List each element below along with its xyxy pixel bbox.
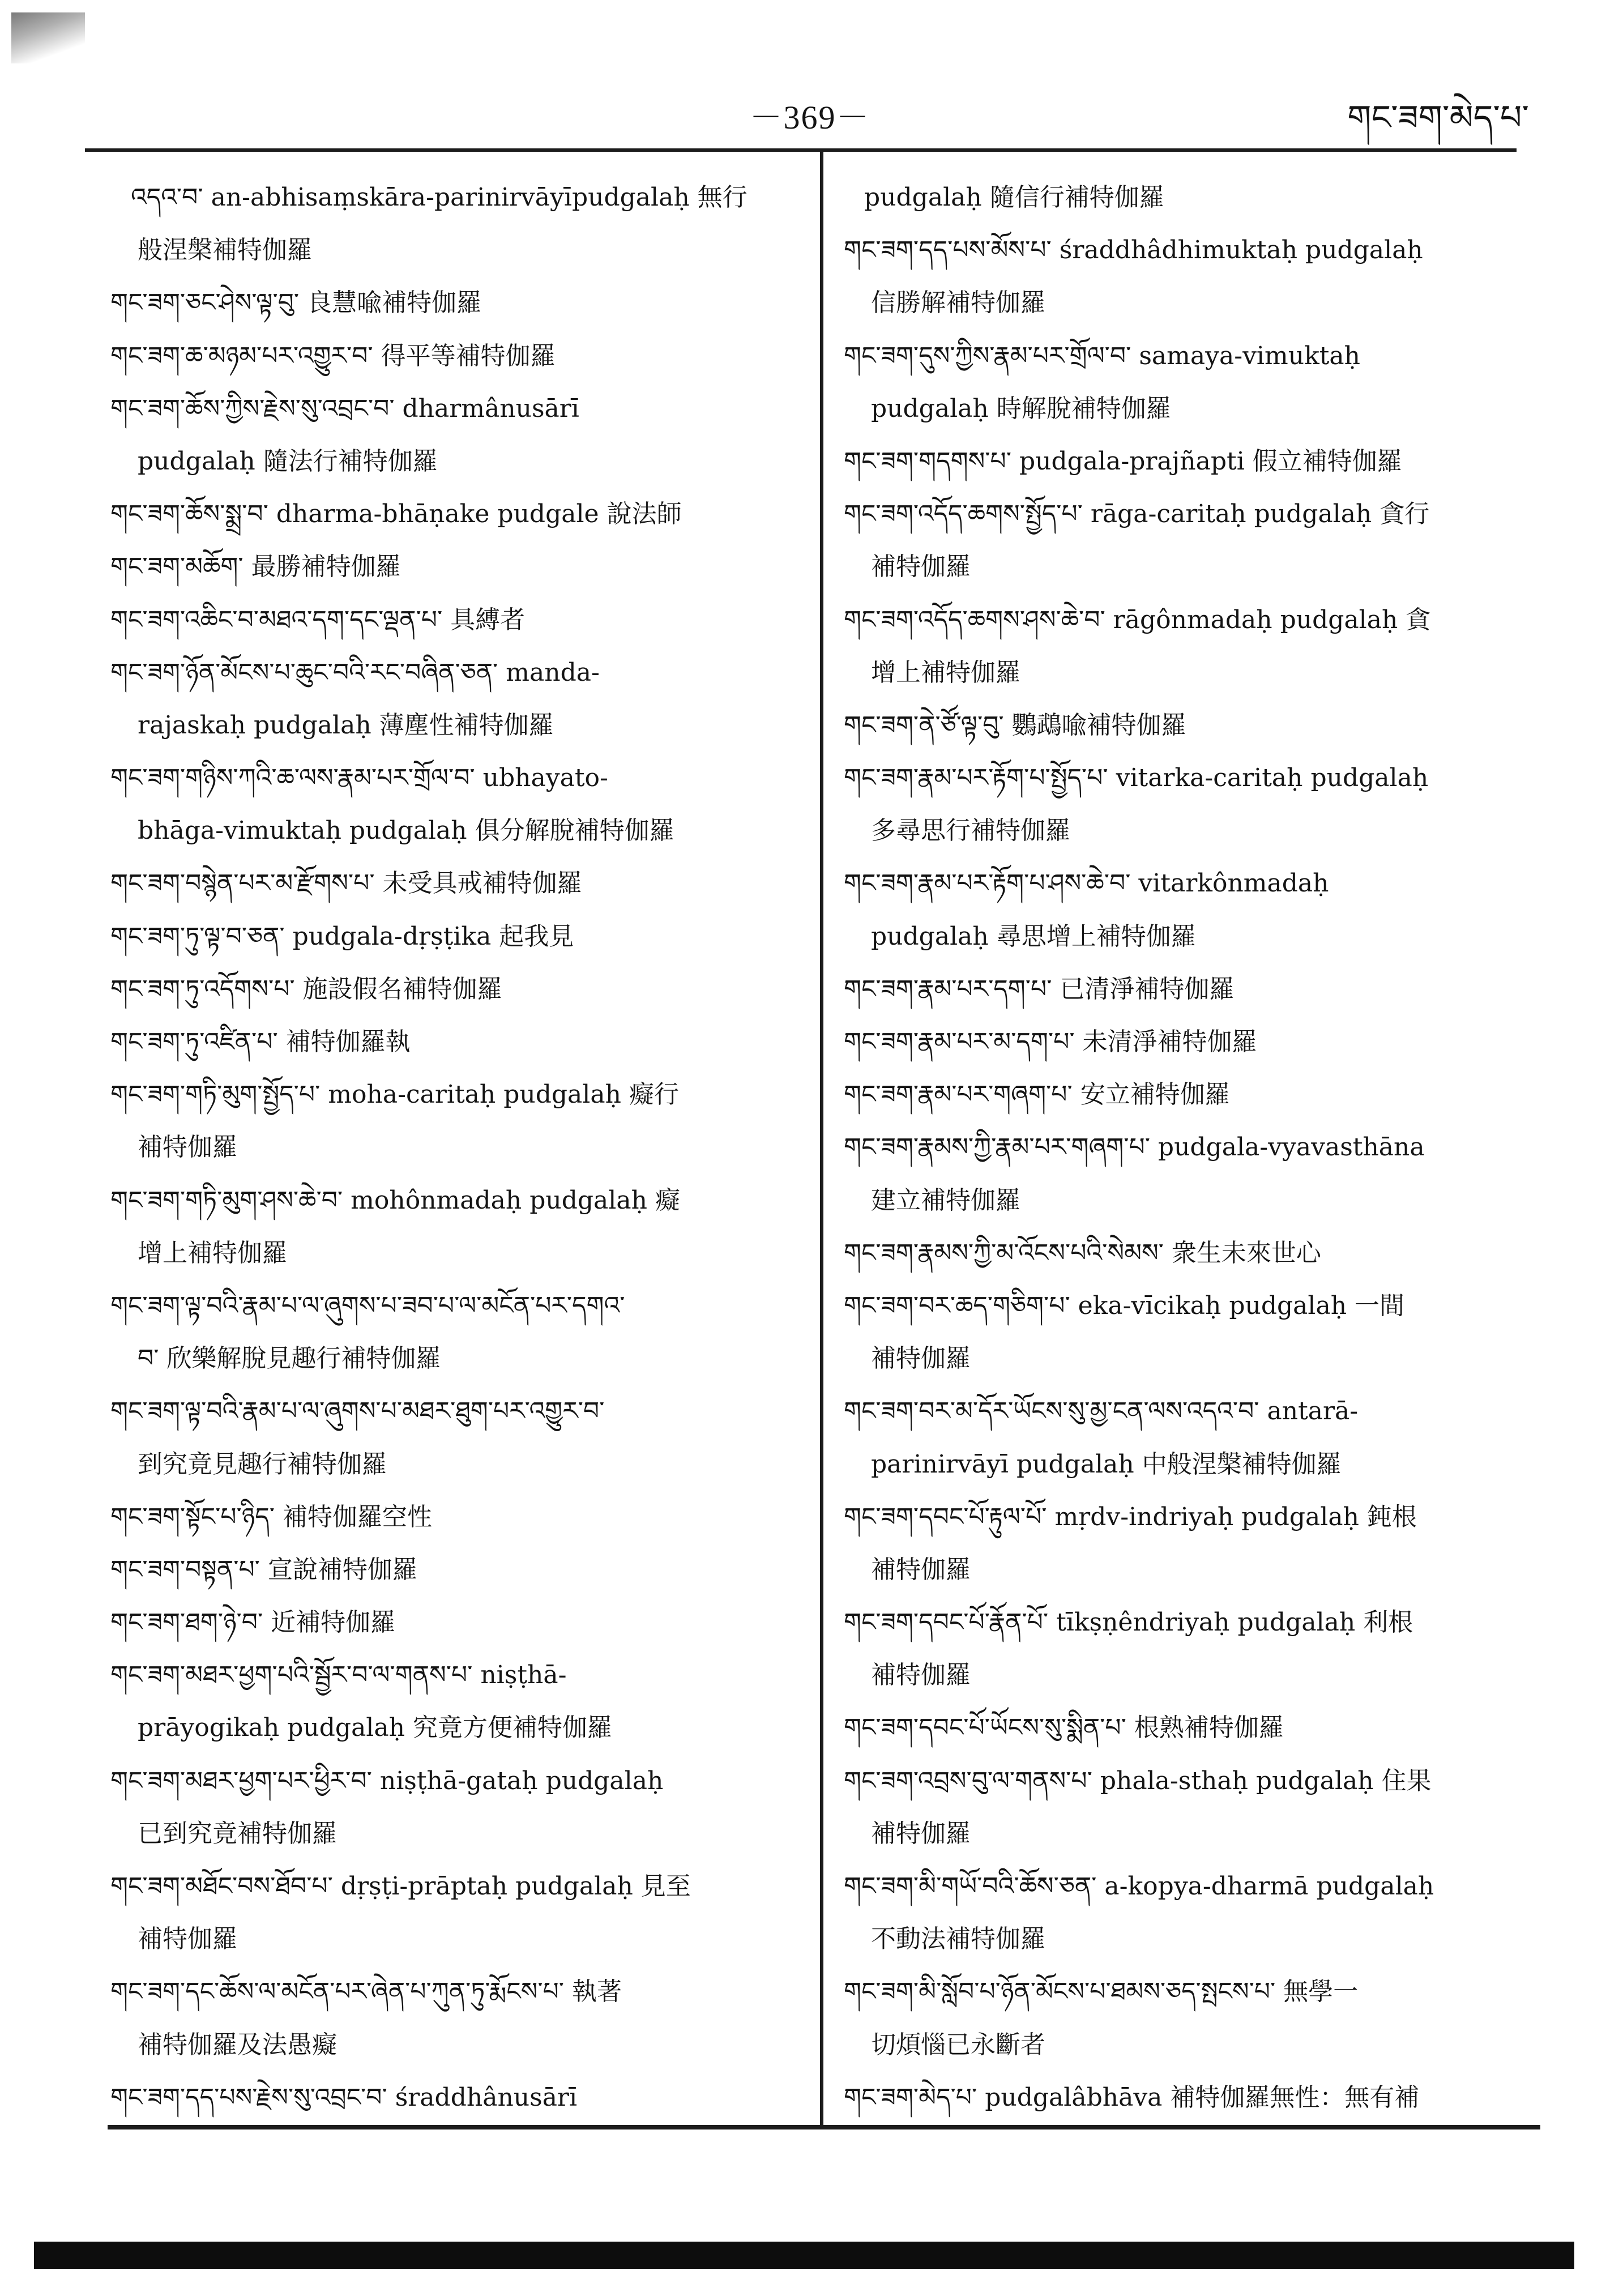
- dictionary-entry: གང་ཟག་ལྟ་བའི་རྣམ་པ་ལ་ཞུགས་པ་ཟབ་པ་ལ་མངོན་པར་དགའ་: [110, 1291, 625, 1320]
- dictionary-entry: གང་ཟག་དབང་པོ་རྟུལ་པོ་ mṛdv-indriyaḥ pudgalaḥ 鈍根: [844, 1502, 1417, 1531]
- entry-continuation: 補特伽羅及法愚癡: [138, 2030, 337, 2059]
- dictionary-entry: གང་ཟག་དད་པས་རྗེས་སུ་འབྲང་བ་ śraddhânusārī: [110, 2082, 578, 2112]
- entry-continuation: 般涅槃補特伽羅: [138, 236, 312, 265]
- scan-corner-smudge: [11, 12, 85, 63]
- dictionary-entry: གང་ཟག་མཆོག་ 最勝補特伽羅: [110, 552, 401, 582]
- page-number: －369－: [749, 99, 870, 136]
- dictionary-entry: གང་ཟག་རྣམས་ཀྱི་རྣམ་པར་གཞག་པ་ pudgala-vyavasthāna: [844, 1133, 1425, 1162]
- dictionary-entry: གང་ཟག་མཐར་ཕྱག་པའི་སྦྱོར་བ་ལ་གནས་པ་ niṣṭhā-: [110, 1661, 567, 1690]
- top-rule: [85, 148, 1517, 152]
- entry-continuation: rajaskaḥ pudgalaḥ 薄塵性補特伽羅: [138, 710, 554, 740]
- entry-continuation: pudgalaḥ 隨法行補特伽羅: [138, 446, 438, 476]
- entry-continuation: 信勝解補特伽羅: [871, 288, 1045, 318]
- entry-continuation: 切煩惱已永斷者: [871, 2030, 1045, 2059]
- dictionary-entry: གང་ཟག་རྣམ་པར་རྟོག་པ་ཤས་ཆེ་བ་ vitarkônmadaḥ: [844, 869, 1329, 898]
- dictionary-entry: གང་ཟག་འདོད་ཆགས་ཤས་ཆེ་བ་ rāgônmadaḥ pudgalaḥ 貪: [844, 605, 1431, 634]
- bottom-rule: [108, 2125, 1540, 2129]
- dictionary-entry: གང་ཟག་འདོད་ཆགས་སྤྱོད་པ་ rāga-caritaḥ pudgalaḥ 貪行: [844, 500, 1430, 529]
- dictionary-entry: གང་ཟག་གཏི་མུག་སྤྱོད་པ་ moha-caritaḥ pudgalaḥ 癡行: [110, 1080, 679, 1109]
- dictionary-entry: གང་ཟག་ཏུ་ལྟ་བ་ཅན་ pudgala-dṛṣṭika 起我見: [110, 921, 574, 951]
- dictionary-entry: གང་ཟག་བསྟན་པ་ 宣說補特伽羅: [110, 1555, 417, 1584]
- dictionary-entry: གང་ཟག་མཐོང་བས་ཐོབ་པ་ dṛṣṭi-prāptaḥ pudgalaḥ 見至: [110, 1872, 691, 1901]
- dictionary-entry: གང་ཟག་ཉོན་མོངས་པ་ཆུང་བའི་རང་བཞིན་ཅན་ manda-: [110, 658, 600, 687]
- entry-continuation: 增上補特伽羅: [871, 658, 1020, 687]
- dictionary-entry: གང་ཟག་བར་མ་དོར་ཡོངས་སུ་མྱ་ངན་ལས་འདའ་བ་ antarā-: [844, 1397, 1359, 1426]
- running-head: གང་ཟག་མེད་པ་: [1347, 98, 1529, 138]
- entry-continuation: 到究竟見趣行補特伽羅: [138, 1449, 387, 1479]
- dictionary-entry: གང་ཟག་ཐག་ཉེ་བ་ 近補特伽羅: [110, 1608, 396, 1637]
- dictionary-entry: གང་ཟག་དད་པས་མོས་པ་ śraddhâdhimuktaḥ pudgalaḥ: [844, 236, 1423, 265]
- dictionary-entry: གང་ཟག་མི་གཡོ་བའི་ཆོས་ཅན་ a-kopya-dharmā pudgalaḥ: [844, 1872, 1434, 1901]
- right-column: [844, 171, 1518, 2124]
- entry-continuation: 補特伽羅: [871, 1344, 971, 1373]
- entry-continuation: 建立補特伽羅: [871, 1185, 1020, 1215]
- left-column: [110, 171, 798, 2124]
- entry-continuation: འདའ་བ་ an-abhisaṃskāra-parinirvāyīpudgalaḥ 無行: [131, 183, 748, 212]
- dictionary-entry: གང་ཟག་བར་ཆད་གཅིག་པ་ eka-vīcikaḥ pudgalaḥ 一間: [844, 1291, 1405, 1320]
- dictionary-entry: གང་ཟག་གདགས་པ་ pudgala-prajñapti 假立補特伽羅: [844, 446, 1402, 476]
- scan-bottom-band: [34, 2242, 1574, 2269]
- dictionary-entry: གང་ཟག་མེད་པ་ pudgalâbhāva 補特伽羅無性：無有補: [844, 2082, 1420, 2112]
- entry-continuation: 補特伽羅: [871, 1661, 971, 1690]
- entry-continuation: 補特伽羅: [138, 1133, 237, 1162]
- dictionary-entry: གང་ཟག་རྣམས་ཀྱི་མ་འོངས་པའི་སེམས་ 衆生未來世心: [844, 1238, 1321, 1268]
- entry-continuation: 不動法補特伽羅: [871, 1924, 1045, 1954]
- dictionary-entry: གང་ཟག་ཅང་ཤེས་ལྟ་བུ་ 良慧喩補特伽羅: [110, 288, 482, 318]
- dictionary-entry: གང་ཟག་ཏུ་འདོགས་པ་ 施設假名補特伽羅: [110, 974, 502, 1004]
- dictionary-entry: གང་ཟག་འབྲས་བུ་ལ་གནས་པ་ phala-sthaḥ pudgalaḥ 住果: [844, 1766, 1432, 1795]
- entry-continuation: 補特伽羅: [871, 1819, 971, 1848]
- dictionary-entry: གང་ཟག་དང་ཆོས་ལ་མངོན་པར་ཞེན་པ་ཀུན་ཏུ་རྨོངས་པ་ 執著: [110, 1977, 622, 2007]
- dictionary-entry: གང་ཟག་དུས་ཀྱིས་རྣམ་པར་གྲོལ་བ་ samaya-vimuktaḥ: [844, 341, 1360, 370]
- entry-continuation: 增上補特伽羅: [138, 1238, 287, 1268]
- column-divider: [820, 148, 823, 2125]
- entry-continuation: parinirvāyī pudgalaḥ 中般涅槃補特伽羅: [871, 1449, 1342, 1479]
- dictionary-entry: གང་ཟག་ཏུ་འཛིན་པ་ 補特伽羅執: [110, 1027, 411, 1056]
- entry-continuation: བ་ 欣樂解脫見趣行補特伽羅: [138, 1344, 441, 1373]
- dictionary-entry: གང་ཟག་སྟོང་པ་ཉིད་ 補特伽羅空性: [110, 1502, 432, 1531]
- dictionary-entry: གང་ཟག་མི་སློབ་པ་ཉོན་མོངས་པ་ཐམས་ཅད་སྤངས་པ་ 無學一: [844, 1977, 1359, 2007]
- entry-continuation: bhāga-vimuktaḥ pudgalaḥ 俱分解脫補特伽羅: [138, 816, 674, 846]
- dictionary-entry: གང་ཟག་གཏི་མུག་ཤས་ཆེ་བ་ mohônmadaḥ pudgalaḥ 癡: [110, 1185, 680, 1215]
- dictionary-entry: གང་ཟག་ཆོས་སྨྲ་བ་ dharma-bhāṇake pudgale 說法師: [110, 500, 682, 529]
- entry-continuation: 多尋思行補特伽羅: [871, 816, 1070, 846]
- dictionary-entry: གང་ཟག་ནེ་ཙོ་ལྟ་བུ་ 鸚鵡喩補特伽羅: [844, 710, 1186, 740]
- dictionary-entry: གང་ཟག་ལྟ་བའི་རྣམ་པ་ལ་ཞུགས་པ་མཐར་ཐུག་པར་འགྱུར་བ་: [110, 1397, 605, 1426]
- dictionary-entry: གང་ཟག་བསྙེན་པར་མ་རྫོགས་པ་ 未受具戒補特伽羅: [110, 869, 582, 898]
- dictionary-entry: གང་ཟག་རྣམ་པར་རྟོག་པ་སྤྱོད་པ་ vitarka-caritaḥ pudgalaḥ: [844, 763, 1429, 793]
- dictionary-entry: གང་ཟག་འཆིང་བ་མཐའ་དག་དང་ལྡན་པ་ 具縛者: [110, 605, 526, 634]
- entry-continuation: pudgalaḥ 隨信行補特伽羅: [864, 183, 1164, 212]
- dictionary-entry: གང་ཟག་མཐར་ཕྱག་པར་ཕྱིར་བ་ niṣṭhā-gataḥ pudgalaḥ: [110, 1766, 664, 1795]
- entry-continuation: 補特伽羅: [138, 1924, 237, 1954]
- dictionary-entry: གང་ཟག་ཆ་མཉམ་པར་འགྱུར་བ་ 得平等補特伽羅: [110, 341, 556, 370]
- dictionary-entry: གང་ཟག་དབང་པོ་ཡོངས་སུ་སྨིན་པ་ 根熟補特伽羅: [844, 1713, 1284, 1743]
- dictionary-entry: གང་ཟག་རྣམ་པར་གཞག་པ་ 安立補特伽羅: [844, 1080, 1230, 1109]
- dictionary-entry: གང་ཟག་རྣམ་པར་དག་པ་ 已清淨補特伽羅: [844, 974, 1235, 1004]
- dictionary-entry: གང་ཟག་ཆོས་ཀྱིས་རྗེས་སུ་འབྲང་བ་ dharmânusārī: [110, 394, 579, 423]
- entry-continuation: prāyogikaḥ pudgalaḥ 究竟方便補特伽羅: [138, 1713, 612, 1743]
- dictionary-entry: གང་ཟག་དབང་པོ་རྣོན་པོ་ tīkṣṇêndriyaḥ pudgalaḥ 利根: [844, 1608, 1413, 1637]
- dictionary-entry: གང་ཟག་གཉིས་ཀའི་ཆ་ལས་རྣམ་པར་གྲོལ་བ་ ubhayato-: [110, 763, 608, 793]
- entry-continuation: 補特伽羅: [871, 1555, 971, 1584]
- entry-continuation: pudgalaḥ 尋思增上補特伽羅: [871, 921, 1196, 951]
- dictionary-entry: གང་ཟག་རྣམ་པར་མ་དག་པ་ 未清淨補特伽羅: [844, 1027, 1257, 1056]
- entry-continuation: 已到究竟補特伽羅: [138, 1819, 337, 1848]
- entry-continuation: 補特伽羅: [871, 552, 971, 582]
- entry-continuation: pudgalaḥ 時解脫補特伽羅: [871, 394, 1171, 423]
